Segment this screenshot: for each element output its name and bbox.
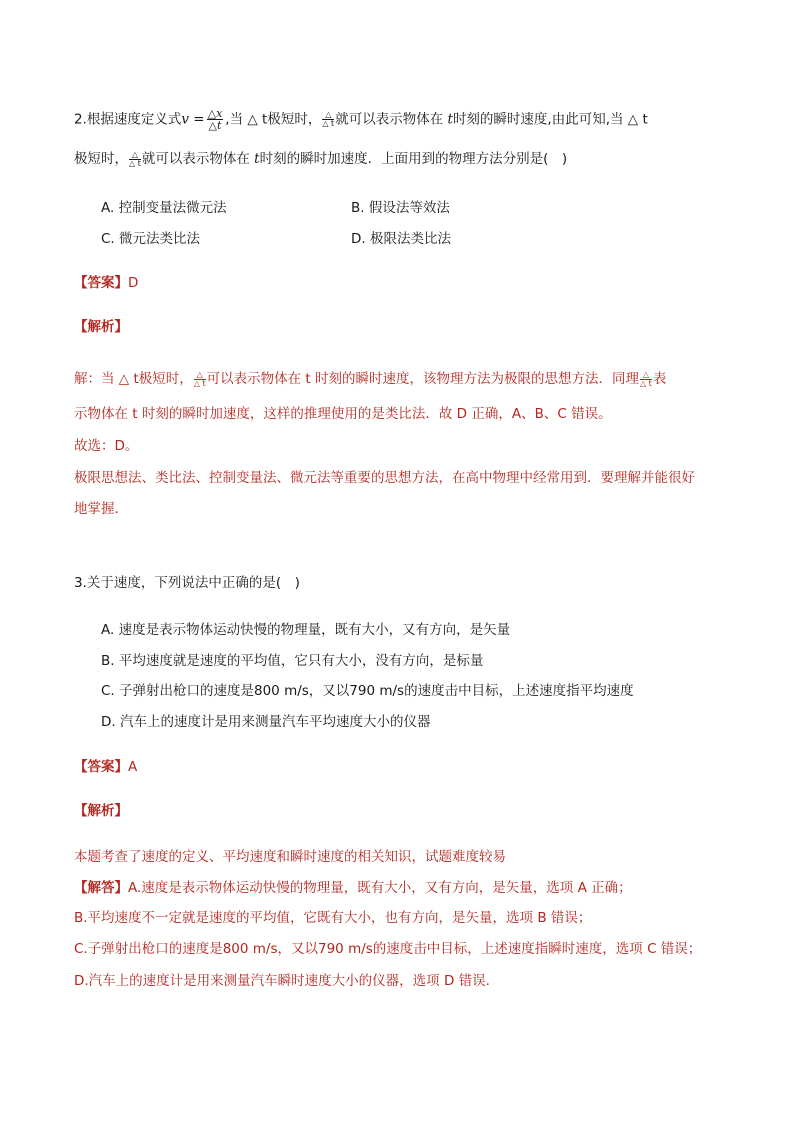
explanation-text: A.速度是表示物体运动快慢的物理量，既有大小，又有方向，是矢量，选项 A 正确； xyxy=(128,880,632,896)
q2-option-d: D. 极限法类比法 xyxy=(351,231,451,247)
q2-analysis-label: 【解析】 xyxy=(74,319,128,335)
q2-stem-text: 就可以表示物体在 xyxy=(335,111,444,128)
q2-explanation-line3: 故选：D。 xyxy=(74,438,139,454)
answer-label: 【答案】 xyxy=(74,759,128,775)
fraction-numerator: △ xyxy=(194,371,206,380)
delta-fraction xyxy=(640,371,652,388)
formula-fraction xyxy=(207,108,224,131)
q3-explanation-line3: B.平均速度不一定就是速度的平均值，它既有大小，也有方向，是矢量，选项 B 错误； xyxy=(74,910,592,926)
answer-label: 【答案】 xyxy=(74,275,128,291)
q2-stem-text: 就可以表示物体在 xyxy=(141,151,250,167)
q3-option-c: C. 子弹射出枪口的速度是800 m/s，又以790 m/s的速度击中目标，上述速度指平均速度 xyxy=(101,683,634,699)
q2-stem-text: 2.根据速度定义式 xyxy=(74,111,182,128)
q2-stem-line1 xyxy=(74,108,648,131)
answer-value: D xyxy=(128,275,139,291)
q2-stem-text: 时刻的瞬时加速度．上面用到的物理方法分别是( ) xyxy=(259,151,568,167)
fraction-numerator: △ xyxy=(322,111,334,120)
q2-stem-text: 极短时， xyxy=(74,151,128,167)
q2-option-b: B. 假设法等效法 xyxy=(351,200,450,216)
q3-option-d: D. 汽车上的速度计是用来测量汽车平均速度大小的仪器 xyxy=(101,714,431,730)
fraction-denominator: △ t xyxy=(639,378,652,388)
q2-option-a: A. 控制变量法微元法 xyxy=(101,200,227,216)
fraction-denominator: △ t xyxy=(129,158,141,168)
q3-option-a: A. 速度是表示物体运动快慢的物理量，既有大小，又有方向，是矢量 xyxy=(101,622,511,638)
q3-explanation-line1: 本题考查了速度的定义、平均速度和瞬时速度的相关知识，试题难度较易 xyxy=(74,849,506,865)
delta-fraction xyxy=(129,151,141,168)
q2-explanation-line4: 极限思想法、类比法、控制变量法、微元法等重要的思想方法，在高中物理中经常用到．要理解并能很好 xyxy=(74,470,695,486)
explanation-text: 表 xyxy=(652,371,667,387)
q3-explanation-line2 xyxy=(74,878,632,898)
delta-fraction xyxy=(194,371,206,388)
q3-explanation-line4: C.子弹射出枪口的速度是800 m/s，又以790 m/s的速度击中目标，上述速度指瞬时速度，选项 C 错误； xyxy=(74,941,702,957)
fraction-numerator: △ xyxy=(129,151,141,160)
fraction-numerator: △ xyxy=(640,371,652,380)
q2-option-c: C. 微元法类比法 xyxy=(101,231,201,247)
fraction-denominator: △ t xyxy=(193,378,206,388)
explanation-text: 可以表示物体在 t 时刻的瞬时速度，该物理方法为极限的思想方法．同理 xyxy=(206,371,639,387)
variable-t: t xyxy=(447,111,453,128)
q3-stem: 3.关于速度，下列说法中正确的是( ) xyxy=(74,575,300,591)
explanation-text: 解：当 △ t极短时， xyxy=(74,371,193,387)
q3-explanation-line5: D.汽车上的速度计是用来测量汽车瞬时速度大小的仪器，选项 D 错误． xyxy=(74,973,500,989)
q3-analysis-label: 【解析】 xyxy=(74,803,128,819)
q3-option-b: B. 平均速度就是速度的平均值，它只有大小，没有方向，是标量 xyxy=(101,653,484,669)
formula-denominator: △t xyxy=(208,119,222,132)
delta-fraction xyxy=(322,111,334,128)
formula-numerator: △x xyxy=(207,107,223,120)
solution-label: 【解答】 xyxy=(74,880,128,896)
q2-stem-text: 时刻的瞬时速度,由此可知,当 △ t xyxy=(452,111,648,128)
fraction-denominator: △ t xyxy=(322,119,335,128)
q2-stem-line2 xyxy=(74,149,567,169)
variable-t: t xyxy=(254,151,260,167)
q2-explanation-line2: 示物体在 t 时刻的瞬时加速度，这样的推理使用的是类比法．故 D 正确，A、B、C 错误。 xyxy=(74,406,612,422)
q2-explanation-line1 xyxy=(74,369,666,389)
formula-v: v = xyxy=(181,111,205,128)
q3-answer xyxy=(74,757,137,777)
q2-stem-text: ,当 △ t极短时， xyxy=(225,111,322,128)
q2-answer xyxy=(74,273,138,293)
answer-value: A xyxy=(128,759,138,775)
q2-explanation-line5: 地掌握． xyxy=(74,501,128,517)
